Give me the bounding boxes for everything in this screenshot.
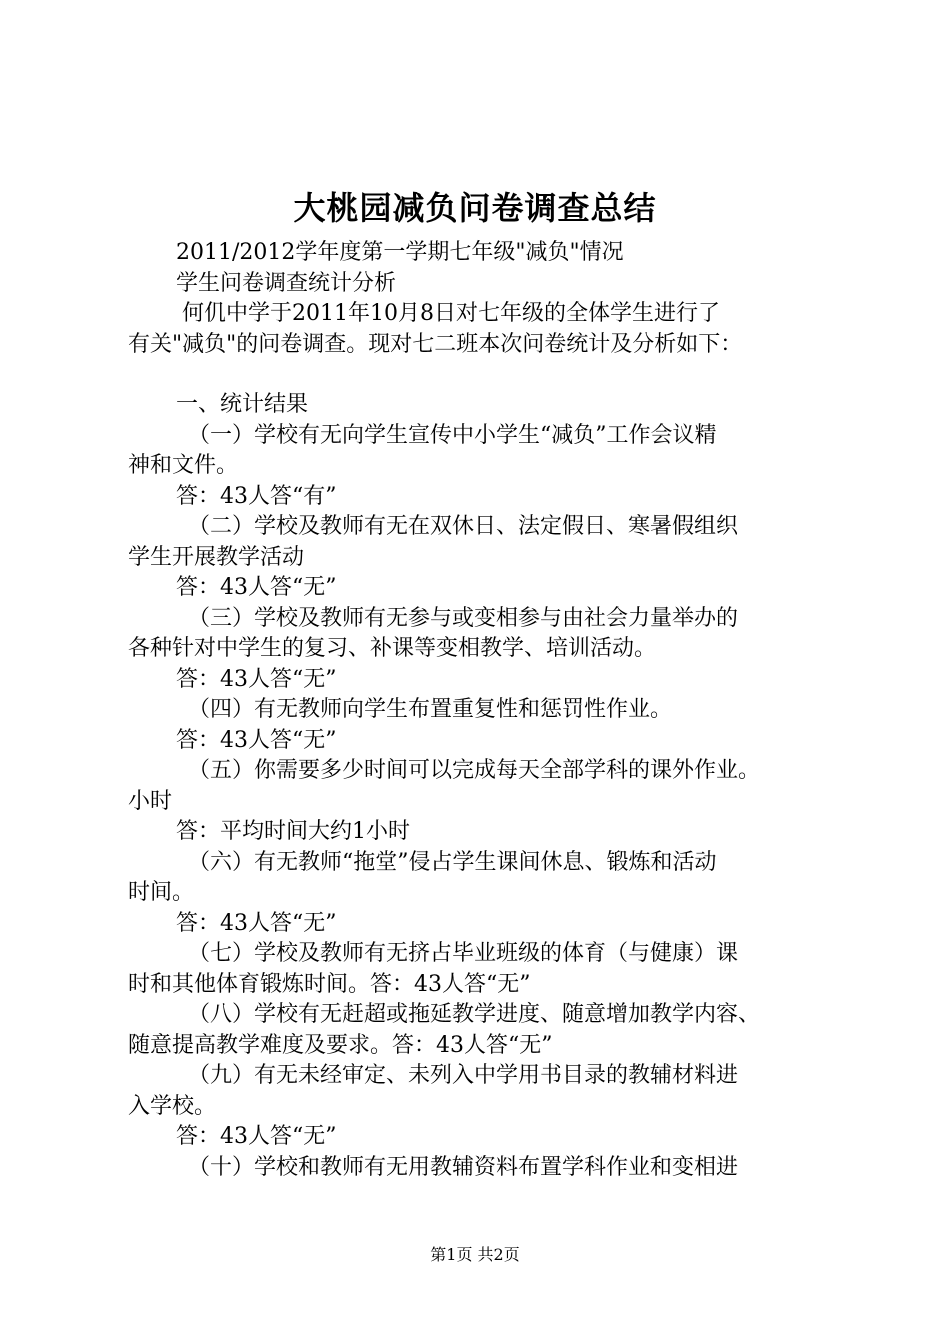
question-line: （八）学校有无赶超或拖延教学进度、随意增加教学内容、 [188,1002,761,1027]
answer-line: 答：43人答“无” [176,575,337,600]
subtitle-line: 2011/2012学年度第一学期七年级"减负"情况 [176,240,624,265]
question-line: （四）有无教师向学生布置重复性和惩罚性作业。 [188,697,673,722]
question-line: （二）学校及教师有无在双休日、法定假日、寒暑假组织 [188,514,739,539]
answer-line: 答：43人答“无” [176,910,337,936]
question-line: 小时 [128,788,173,814]
question-line: （十）学校和教师有无用教辅资料布置学科作业和变相进 [188,1154,739,1180]
document-body [128,238,838,1183]
question-line: （三）学校及教师有无参与或变相参与由社会力量举办的 [188,605,739,631]
document-title: 大桃园减负问卷调查总结 [293,189,657,227]
answer-line: 答：43人答“无” [176,666,337,692]
answer-line: 答：平均时间大约1小时 [176,819,410,844]
paragraph-line: 何仉中学于2011年10月8日对七年级的全体学生进行了 [182,301,720,326]
section-heading: 一、统计结果 [176,392,309,417]
answer-line: 答：43人答“无” [176,727,337,753]
answer-line: 答：43人答“无” [176,1124,337,1149]
question-line: （五）你需要多少时间可以完成每天全部学科的课外作业。 [188,758,761,783]
question-line: （一）学校有无向学生宣传中小学生“减负”工作会议精 [188,422,717,448]
question-line: 神和文件。 [128,453,239,478]
answer-line: 答：43人答“有” [176,483,337,509]
question-line: 时间。 [128,880,195,905]
question-line: 随意提高教学难度及要求。答：43人答“无” [128,1032,553,1058]
question-line: 各种针对中学生的复习、补课等变相教学、培训活动。 [128,636,657,661]
question-line: （九）有无未经审定、未列入中学用书目录的教辅材料进 [188,1063,739,1088]
subtitle-line: 学生问卷调查统计分析 [176,270,397,296]
question-line: 入学校。 [128,1093,217,1119]
question-line: （七）学校及教师有无挤占毕业班级的体育（与健康）课 [188,941,739,966]
page-number: 第1页 共2页 [430,1245,520,1264]
question-line: （六）有无教师“拖堂”侵占学生课间休息、锻炼和活动 [188,849,717,875]
paragraph-line: 有关"减负"的问卷调查。现对七二班本次问卷统计及分析如下： [128,331,743,357]
question-line: 学生开展教学活动 [128,544,305,570]
question-line: 时和其他体育锻炼时间。答：43人答“无” [128,971,531,997]
